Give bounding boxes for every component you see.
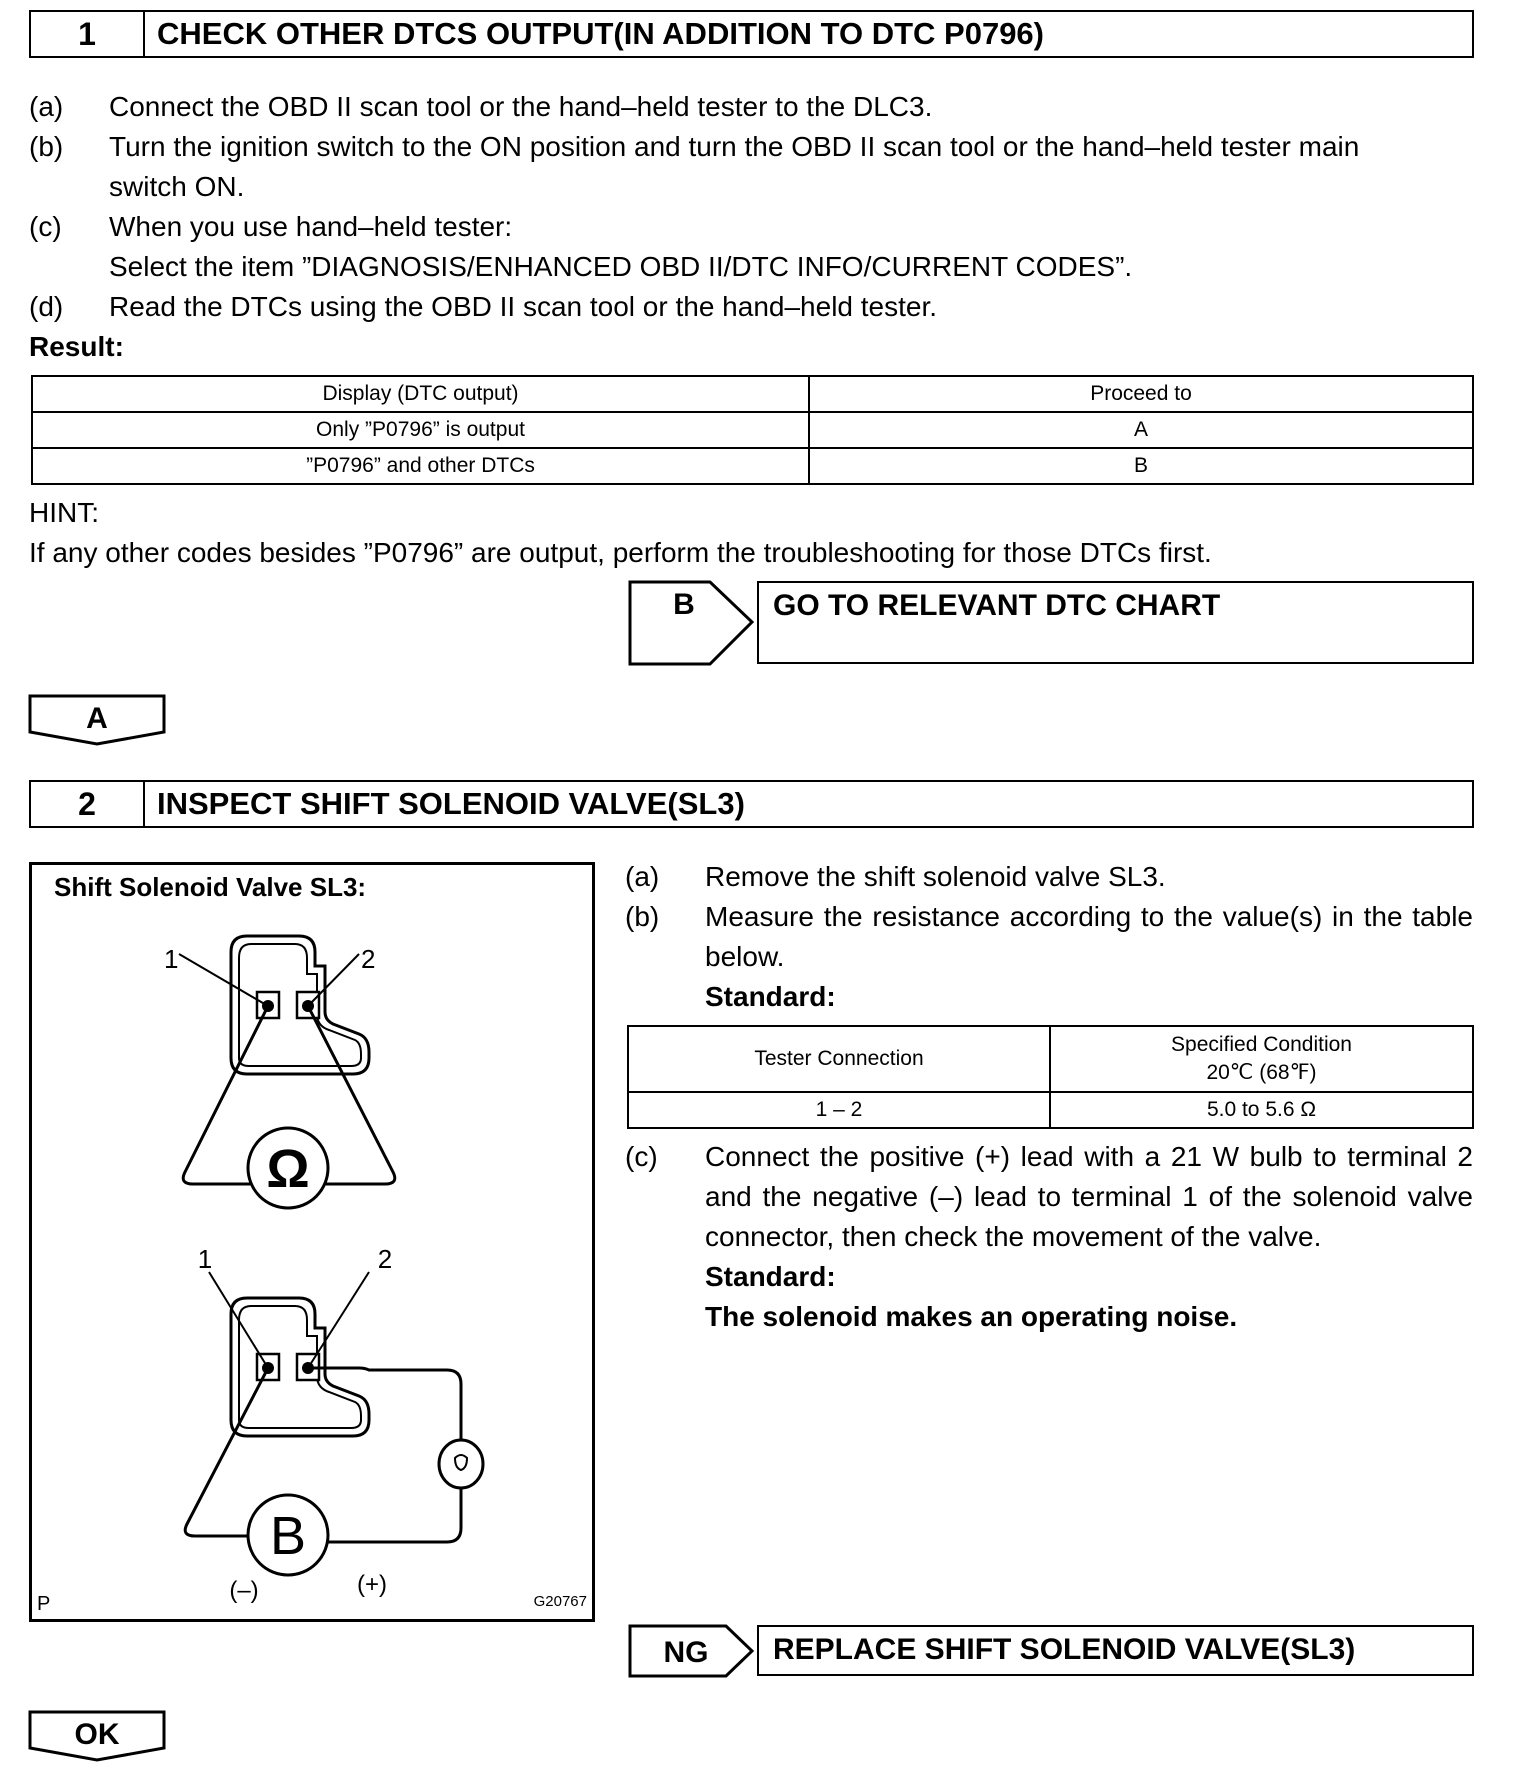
ohm-symbol: Ω (266, 1139, 310, 1199)
branch-ng-arrow-box (628, 1624, 756, 1678)
item-label: (c) (625, 1141, 658, 1172)
instruction-item-c (29, 207, 1479, 287)
table-header-cell: Tester Connection (628, 1026, 1050, 1092)
terminal-2-label: 2 (377, 1244, 393, 1274)
table-header-row (628, 1026, 1473, 1092)
table-header-subtext: 20℃ (68℉) (1206, 1061, 1317, 1084)
solenoid-valve-figure (29, 862, 595, 1622)
figure-code: G20767 (533, 1593, 587, 1610)
step-1-header (29, 10, 1474, 58)
standard-text: The solenoid makes an operating noise. (705, 1301, 1238, 1332)
branch-result-text: GO TO RELEVANT DTC CHART (773, 589, 1221, 622)
standard-label: Standard: (705, 981, 836, 1012)
result-table (31, 375, 1474, 485)
continue-a-arrow (28, 694, 168, 748)
branch-result-text: REPLACE SHIFT SOLENOID VALVE(SL3) (773, 1633, 1356, 1666)
table-header-text: Specified Condition (1171, 1033, 1352, 1056)
step-number: 2 (31, 782, 145, 826)
instruction-item-b (625, 897, 1473, 977)
step-number: 1 (31, 12, 145, 56)
step-title: INSPECT SHIFT SOLENOID VALVE(SL3) (157, 786, 745, 821)
continue-label: OK (74, 1718, 120, 1751)
instruction-item-b (29, 127, 1479, 207)
item-text: Connect the positive (+) lead with a 21 W bulb to terminal 2 and the negative (–) lead to terminal 1 of the solenoid valve connector, then check the movement of the valve. (705, 1141, 1473, 1252)
item-text: Connect the OBD II scan tool or the hand–held tester to the DLC3. (109, 91, 933, 122)
table-header-cell: Display (DTC output) (32, 376, 809, 412)
branch-ng-result-box (757, 1625, 1474, 1676)
item-text: Read the DTCs using the OBD II scan tool or the hand–held tester. (109, 291, 938, 322)
instruction-item-a (625, 857, 1473, 897)
item-label: (b) (625, 901, 660, 932)
negative-lead-label: (–) (229, 1577, 259, 1604)
branch-label: NG (663, 1636, 709, 1669)
item-label: (a) (625, 861, 660, 892)
item-label: (b) (29, 131, 64, 162)
continue-ok-arrow (28, 1710, 168, 1764)
item-text: Turn the ignition switch to the ON position and turn the OBD II scan tool or the hand–held tester main (109, 131, 1360, 162)
battery-symbol: B (269, 1506, 307, 1566)
standard-label: Standard: (705, 1261, 836, 1292)
branch-b-arrow-box (628, 580, 756, 666)
table-row (32, 412, 1473, 448)
item-text: Measure the resistance according to the value(s) in the table below. (705, 901, 1473, 972)
table-cell: 1 – 2 (628, 1092, 1050, 1128)
hint-text: If any other codes besides ”P0796” are output, perform the troubleshooting for those DTCs first. (29, 537, 1212, 568)
table-cell: Only ”P0796” is output (32, 412, 809, 448)
result-label: Result: (29, 331, 124, 362)
branch-b-result-box (757, 581, 1474, 664)
table-row (32, 448, 1473, 484)
item-label: (d) (29, 291, 64, 322)
hint-label: HINT: (29, 497, 99, 528)
bulb-icon (439, 1440, 483, 1488)
table-header-row (32, 376, 1473, 412)
item-text-cont: switch ON. (109, 171, 245, 202)
figure-corner-label: P (37, 1593, 51, 1615)
table-cell: ”P0796” and other DTCs (32, 448, 809, 484)
table-header-cell: Proceed to (809, 376, 1473, 412)
continue-label: A (86, 702, 108, 735)
table-header-cell (1050, 1026, 1473, 1092)
terminal-1-label: 1 (164, 944, 179, 974)
item-text: Remove the shift solenoid valve SL3. (705, 861, 1166, 892)
item-text-cont: Select the item ”DIAGNOSIS/ENHANCED OBD II/DTC INFO/CURRENT CODES”. (109, 251, 1133, 282)
step-2-header (29, 780, 1474, 828)
terminal-2-label: 2 (361, 944, 376, 974)
item-label: (c) (29, 211, 62, 242)
table-row (628, 1092, 1473, 1128)
branch-label: B (673, 588, 695, 621)
figure-title: Shift Solenoid Valve SL3: (54, 872, 367, 902)
table-cell: A (809, 412, 1473, 448)
positive-lead-label: (+) (357, 1571, 387, 1598)
spec-table (627, 1025, 1474, 1129)
item-text: When you use hand–held tester: (109, 211, 513, 242)
step-title: CHECK OTHER DTCS OUTPUT(IN ADDITION TO DTC P0796) (157, 16, 1044, 51)
table-cell: 5.0 to 5.6 Ω (1050, 1092, 1473, 1128)
instruction-item-c (625, 1137, 1473, 1257)
table-cell: B (809, 448, 1473, 484)
terminal-1-label: 1 (197, 1244, 213, 1274)
item-label: (a) (29, 91, 64, 122)
